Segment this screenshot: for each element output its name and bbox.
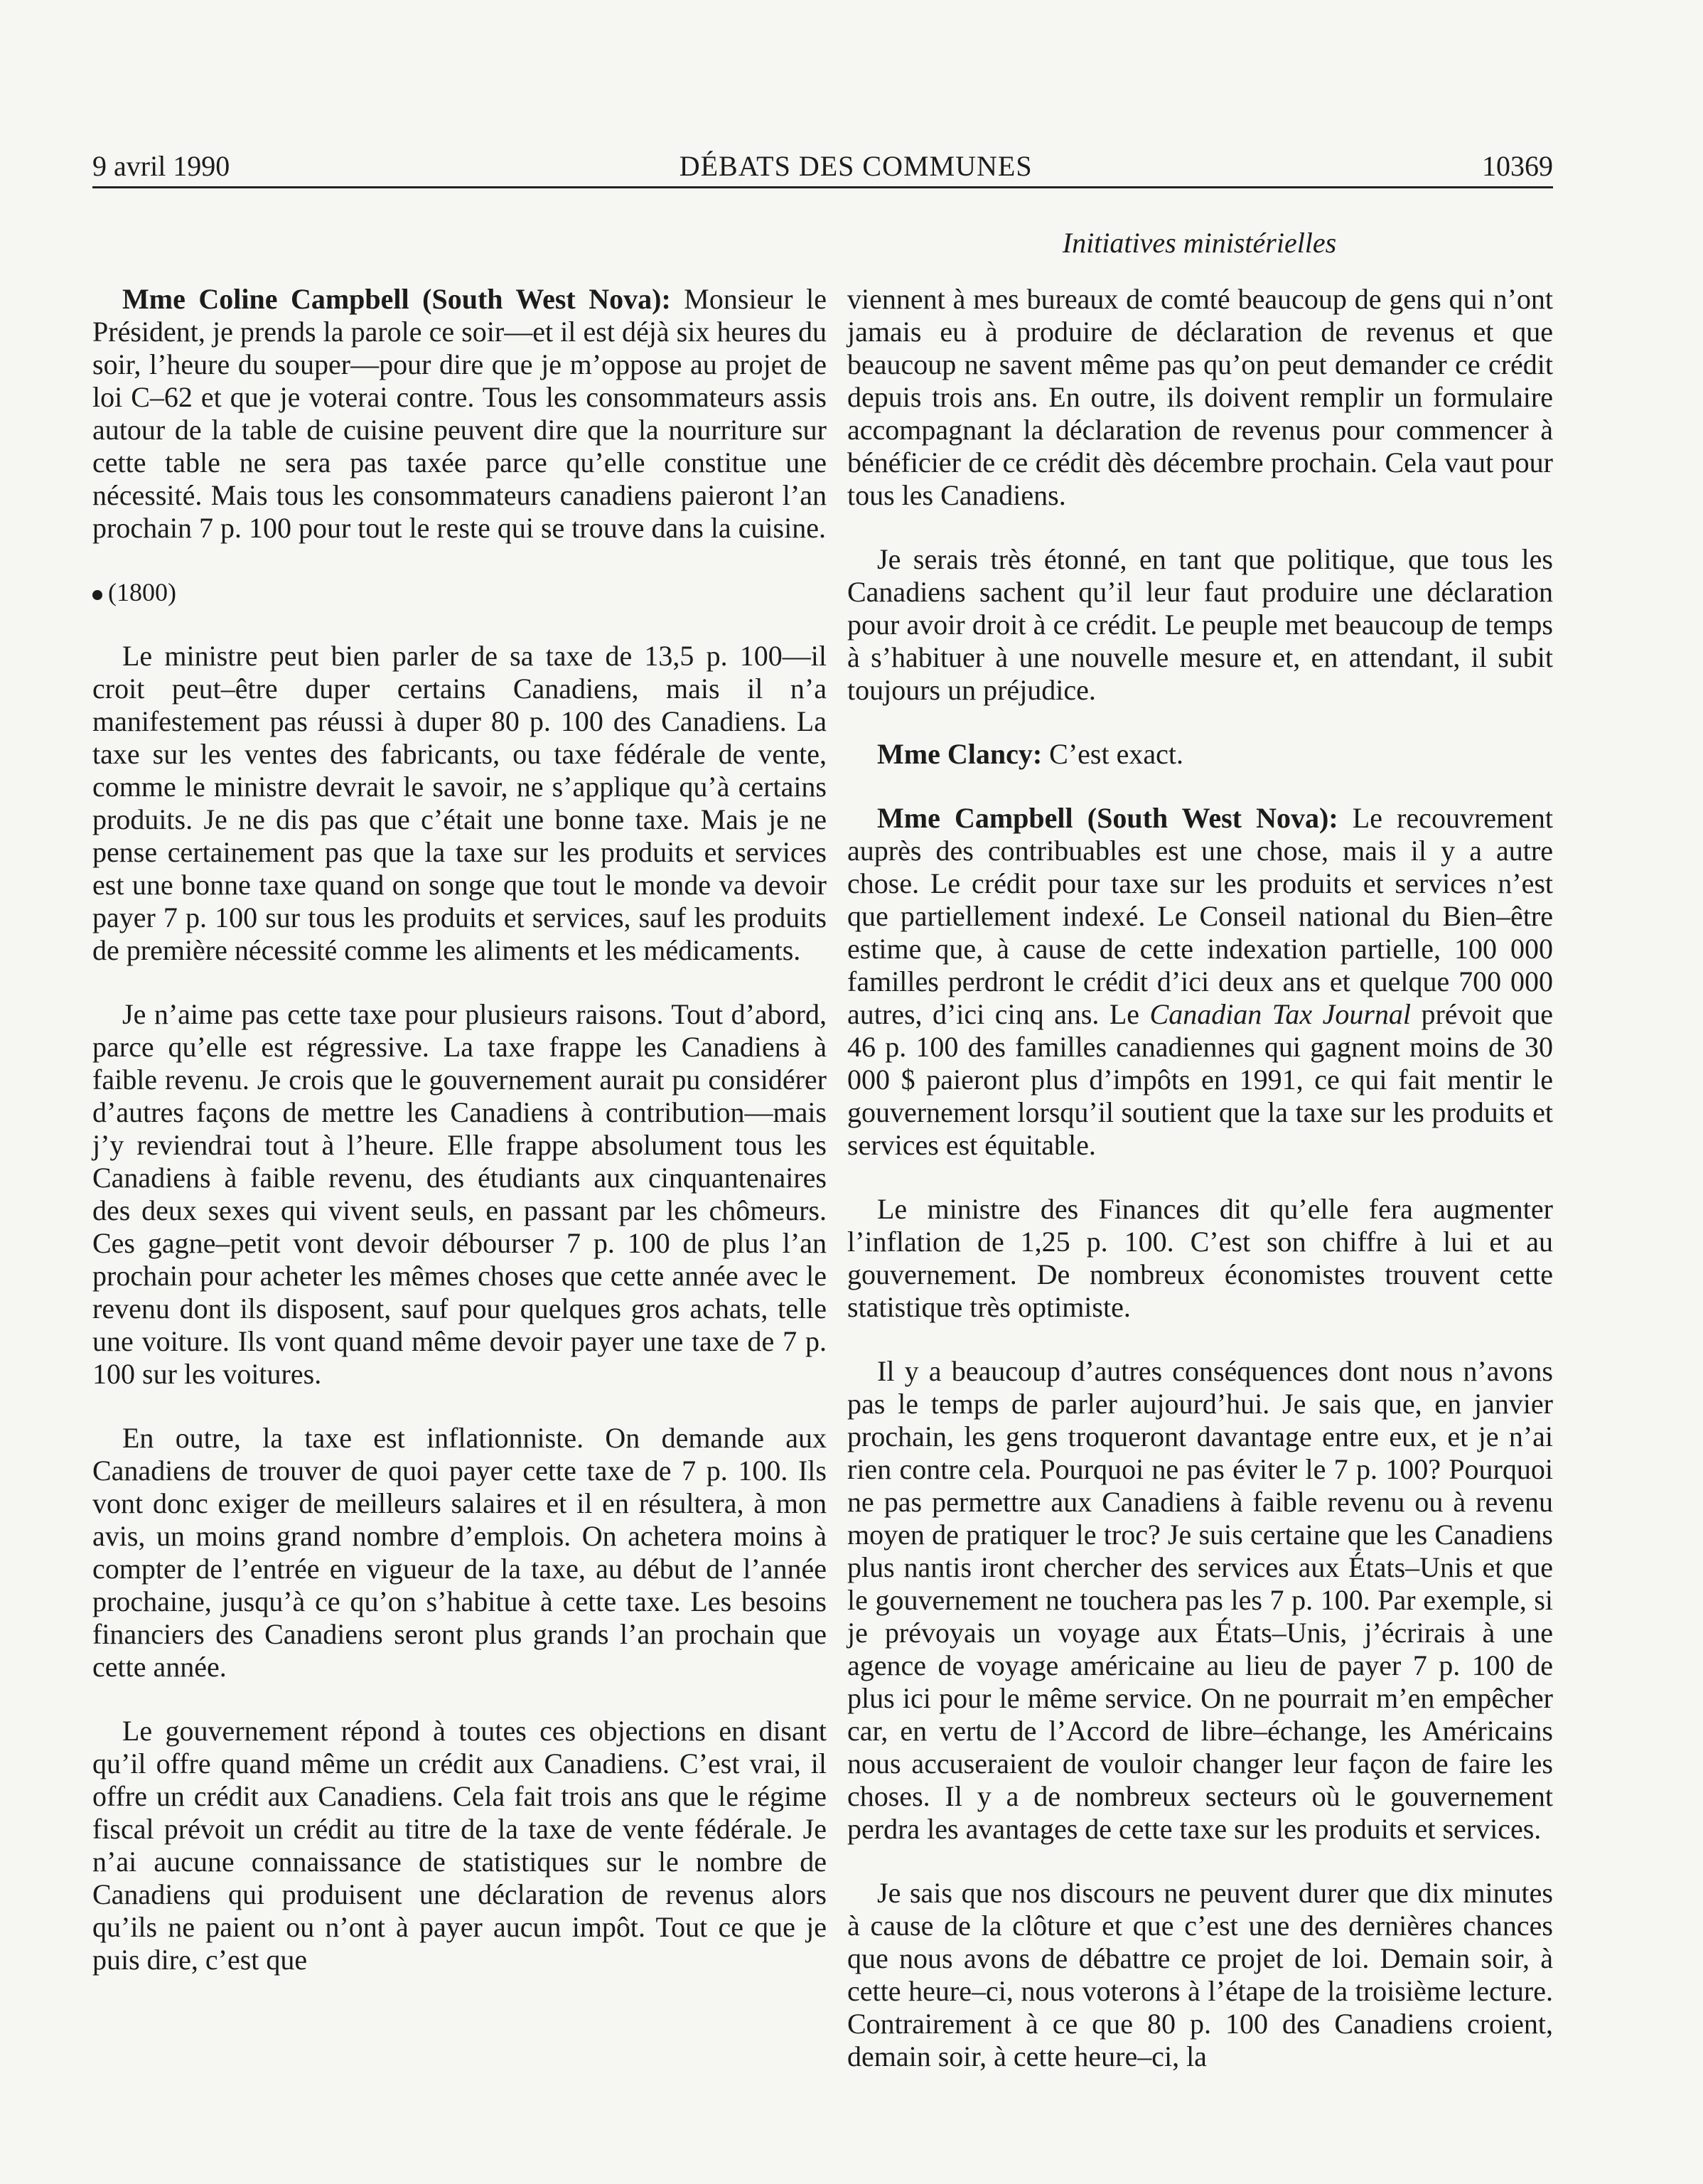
header-title: DÉBATS DES COMMUNES — [679, 150, 1033, 182]
paragraph: En outre, la taxe est inflationniste. On demande aux Canadiens de trouver de quoi payer cette taxe de 7 p. 100. Ils vont donc exiger de meilleurs salaires et il en résultera, à mon avis, un moins grand nombre d’emplois. On achetera moins à compter de l’entrée en vigueur de la taxe, au début de l’année prochaine, jusqu’à ce qu’on s’habitue à cette taxe. Les besoins financiers des Canadiens seront plus grands l’an prochain que cette année. — [92, 1422, 827, 1683]
paragraph: Le ministre des Finances dit qu’elle fera augmenter l’inflation de 1,25 p. 100. C’est son chiffre à lui et au gouvernement. De nombreux économistes trouvent cette statistique très optimiste. — [847, 1193, 1553, 1323]
running-header — [92, 149, 1553, 188]
left-column — [92, 283, 827, 1976]
speaker-name: Mme Clancy: — [877, 738, 1043, 770]
paragraph: viennent à mes bureaux de comté beaucoup de gens qui n’ont jamais eu à produire de déclaration de revenus et que beaucoup ne savent même pas qu’on peut demander ce crédit depuis trois ans. En outre, ils doivent remplir un formulaire accompagnant la déclaration de revenus pour commencer à bénéficier de ce crédit dès décembre prochain. Cela vaut pour tous les Canadiens. — [847, 283, 1553, 511]
right-column — [847, 283, 1553, 2073]
paragraph-text: C’est exact. — [1042, 738, 1183, 770]
section-heading: Initiatives ministérielles — [1062, 227, 1337, 259]
paragraph-text: prévoit que 46 p. 100 des familles canadiennes qui gagnent moins de 30 000 $ paieront plus d’impôts en 1991, ce qui fait mentir le gouvernement lorsqu’il soutient que la taxe sur les produits et services est équitable. — [847, 998, 1554, 1161]
journal-title: Canadian Tax Journal — [1149, 998, 1412, 1030]
time-marker-text: (1800) — [108, 578, 176, 606]
document-page — [92, 149, 1553, 2168]
paragraph — [847, 738, 1553, 771]
paragraph: Je sais que nos discours ne peuvent durer que dix minutes à cause de la clôture et que c’est une des dernières chances que nous avons de débattre ce projet de loi. Demain soir, à cette heure–ci, nous voterons à l’étape de la troisième lecture. Contrairement à ce que 80 p. 100 des Canadiens croient, demain soir, à cette heure–ci, la — [847, 1877, 1553, 2072]
paragraph: Je serais très étonné, en tant que politique, que tous les Canadiens sachent qu’il leur faut produire une déclaration pour avoir droit à ce crédit. Le peuple met beaucoup de temps à s’habituer à une nouvelle mesure et, en attendant, il subit toujours un préjudice. — [847, 543, 1553, 706]
speaker-name: Mme Coline Campbell (South West Nova): — [122, 283, 671, 315]
paragraph — [847, 802, 1553, 1162]
time-marker — [92, 576, 827, 609]
page-number: 10369 — [1481, 150, 1553, 182]
paragraph: Il y a beaucoup d’autres conséquences dont nous n’avons pas le temps de parler aujourd’hui. Je sais que, en janvier prochain, les gens troqueront davantage entre eux, et je n’ai rien contre cela. Pourquoi ne pas éviter le 7 p. 100? Pourquoi ne pas permettre aux Canadiens à faible revenu ou à revenu moyen de pratiquer le troc? Je suis certaine que les Canadiens plus nantis iront chercher des services aux États–Unis et que le gouvernement ne touchera pas les 7 p. 100. Par exemple, si je prévoyais un voyage aux États–Unis, j’écrirais à une agence de voyage américaine au lieu de payer 7 p. 100 de plus ici pour le même service. On ne pourrait m’en empêcher car, en vertu de l’Accord de libre–échange, les Américains nous accuseraient de vouloir changer leur façon de faire les choses. Il y a de nombreux secteurs où le gouvernement perdra les avantages de cette taxe sur les produits et services. — [847, 1355, 1553, 1845]
header-date: 9 avril 1990 — [92, 150, 230, 182]
paragraph: Le ministre peut bien parler de sa taxe de 13,5 p. 100—il croit peut–être duper certains Canadiens, mais il n’a manifestement pas réussi à duper 80 p. 100 des Canadiens. La taxe sur les ventes des fabricants, ou taxe fédérale de vente, comme le ministre devrait le savoir, ne s’applique qu’à certains produits. Je ne dis pas que c’était une bonne taxe. Mais je ne pense certainement pas que la taxe sur les produits et services est une bonne taxe quand on songe que tout le monde va devoir payer 7 p. 100 sur tous les produits et services, sauf les produits de première nécessité comme les aliments et les médicaments. — [92, 640, 827, 966]
paragraph: Je n’aime pas cette taxe pour plusieurs raisons. Tout d’abord, parce qu’elle est régressive. La taxe frappe les Canadiens à faible revenu. Je crois que le gouvernement aurait pu considérer d’autres façons de mettre les Canadiens à contribution—mais j’y reviendrai tout à l’heure. Elle frappe absolument tous les Canadiens à faible revenu, des étudiants aux cinquantenaires des deux sexes qui vivent seuls, en passant par les chômeurs. Ces gagne–petit vont devoir débourser 7 p. 100 de plus l’an prochain pour acheter les mêmes choses que cette année avec le revenu dont ils disposent, sauf pour quelques gros achats, telle une voiture. Ils vont quand même devoir payer une taxe de 7 p. 100 sur les voitures. — [92, 998, 827, 1390]
speaker-name: Mme Campbell (South West Nova): — [877, 802, 1338, 834]
paragraph-text: Monsieur le Président, je prends la parole ce soir—et il est déjà six heures du soir, l’heure du souper—pour dire que je m’oppose au projet de loi C–62 et que je voterai contre. Tous les consommateurs assis autour de la table de cuisine peuvent dire que la nourriture sur cette table ne sera pas taxée parce qu’elle constitue une nécessité. Mais tous les consommateurs canadiens paieront l’an prochain 7 p. 100 pour tout le reste qui se trouve dans la cuisine. — [92, 283, 827, 544]
paragraph-text: Le recouvrement auprès des contribuables est une chose, mais il y a autre chose. Le crédit pour taxe sur les produits et services n’est que partiellement indexé. Le Conseil national du Bien–être estime que, à cause de cette indexation partielle, 100 000 familles perdront le crédit d’ici deux ans et quelque 700 000 autres, d’ici cinq ans. Le — [847, 802, 1553, 1030]
paragraph — [92, 283, 827, 545]
bullet-icon — [92, 590, 102, 600]
paragraph: Le gouvernement répond à toutes ces objections en disant qu’il offre quand même un crédit aux Canadiens. C’est vrai, il offre un crédit aux Canadiens. Cela fait trois ans que le régime fiscal prévoit un crédit au titre de la taxe de vente fédérale. Je n’ai aucune connaissance de statistiques sur le nombre de Canadiens qui produisent une déclaration de revenus alors qu’ils ne paient ou n’ont à payer aucun impôt. Tout ce que je puis dire, c’est que — [92, 1715, 827, 1976]
